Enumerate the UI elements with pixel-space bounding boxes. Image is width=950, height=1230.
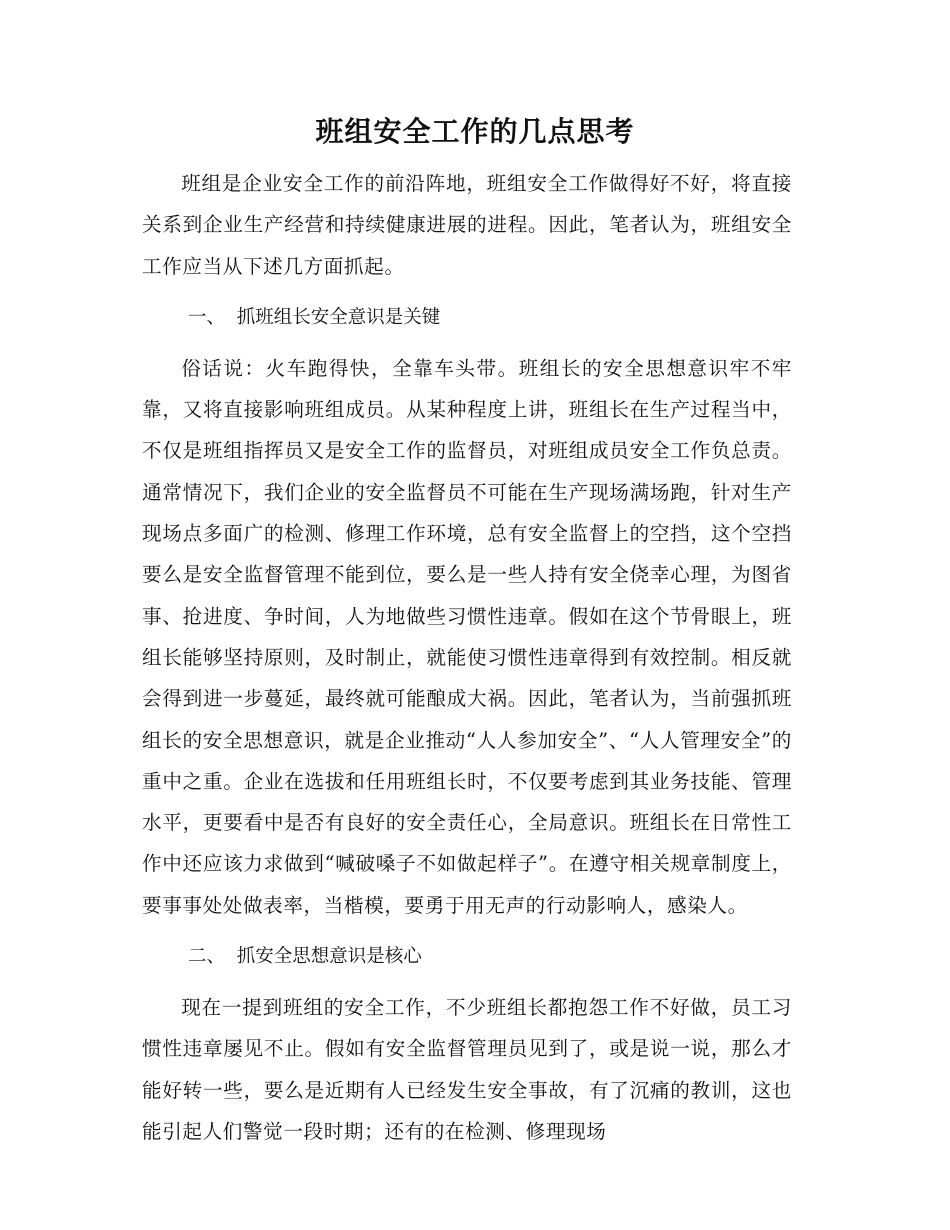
document-body: [142, 163, 792, 1152]
section-1-heading: 一、 抓班组长安全意识是关键: [188, 306, 441, 328]
intro-paragraph: 班组是企业安全工作的前沿阵地，班组安全工作做得好不好，将直接关系到企业生产经营和持续健康进展的进程。因此，笔者认为，班组安全工作应当从下述几方面抓起。: [142, 172, 792, 278]
section-2-heading: 二、 抓安全思想意识是核心: [188, 946, 422, 968]
document-title: 班组安全工作的几点思考: [315, 115, 635, 148]
section-2-paragraph: 现在一提到班组的安全工作，不少班组长都抱怨工作不好做，员工习惯性违章屡见不止。假如有安全监督管理员见到了，或是说一说，那么才能好转一些，要么是近期有人已经发生安全事故，有了沉痛的教训，这也能引起人们警觉一段时期；还有的在检测、修理现场: [142, 996, 792, 1143]
section-1-paragraph: 俗话说：火车跑得快，全靠车头带。班组长的安全思想意识牢不牢靠，又将直接影响班组成员。从某种程度上讲，班组长在生产过程当中，不仅是班组指挥员又是安全工作的监督员，对班组成员安全工作负总责。通常情况下，我们企业的安全监督员不可能在生产现场满场跑，针对生产现场点多面广的检测、修理工作环境，总有安全监督上的空挡，这个空挡要么是安全监督管理不能到位，要么是一些人持有安全侥幸心理，为图省事、抢进度、争时间，人为地做些习惯性违章。假如在这个节骨眼上，班组长能够坚持原则，及时制止，就能使习惯性违章得到有效控制。相反就会得到进一步蔓延，最终就可能酿成大祸。因此，笔者认为，当前强抓班组长的安全思想意识，就是企业推动“人人参加安全”、“人人管理安全”的重中之重。企业在选拔和任用班组长时，不仅要考虑到其业务技能、管理水平，更要看中是否有良好的安全责任心，全局意识。班组长在日常性工作中还应该力求做到“喊破嗓子不如做起样子”。在遵守相关规章制度上，要事事处处做表率，当楷模，要勇于用无声的行动影响人，感染人。: [142, 356, 792, 917]
